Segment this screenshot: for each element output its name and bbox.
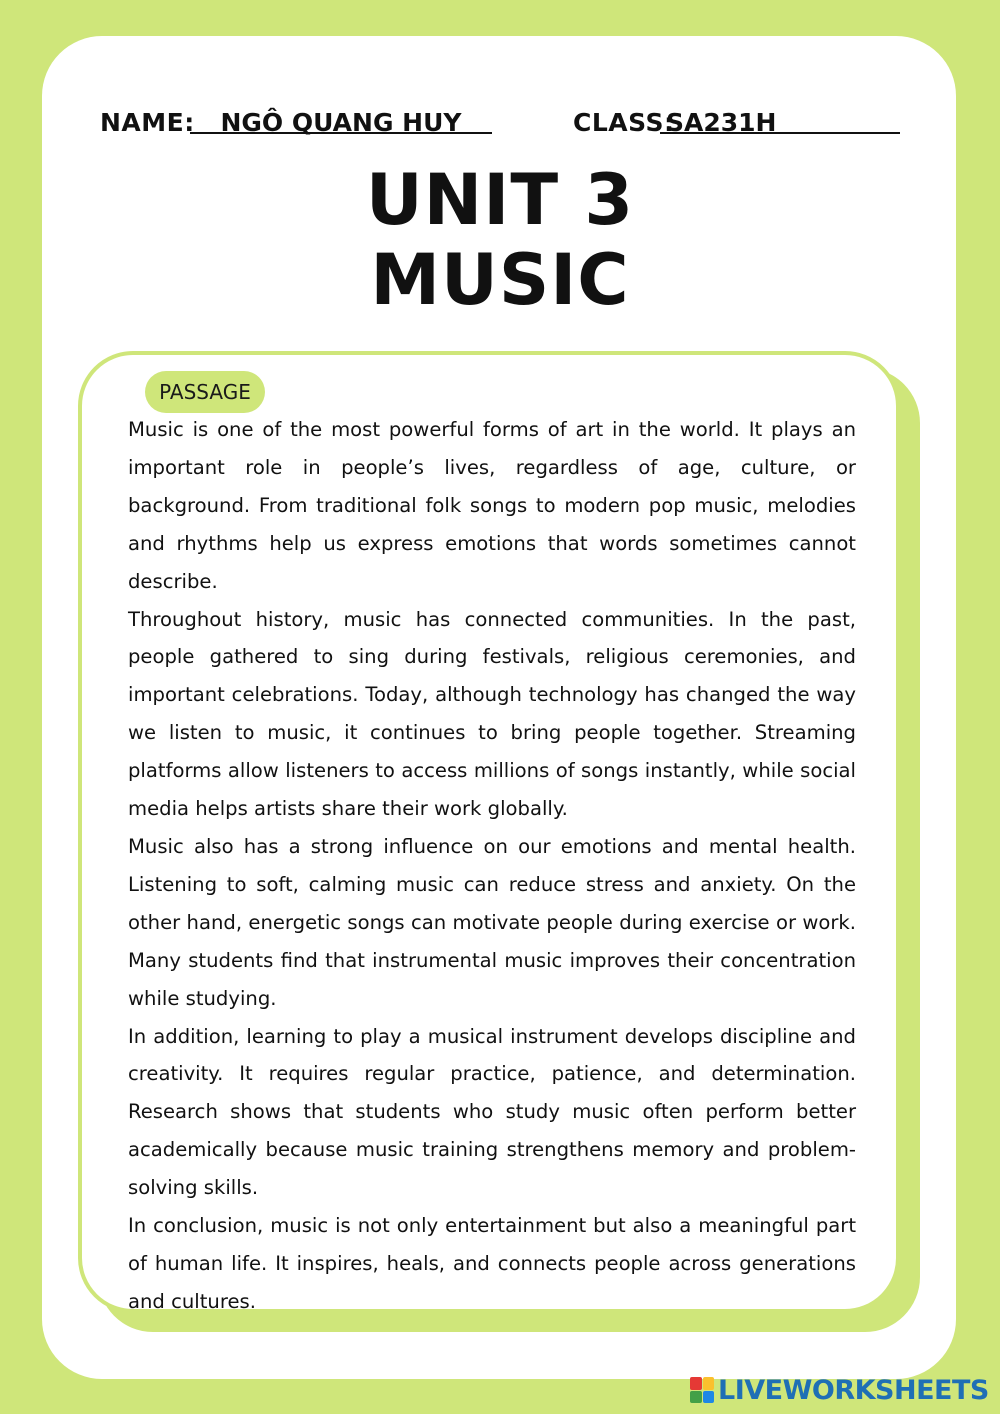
passage-paragraph: Throughout history, music has connected communities. In the past, people gathered to sing during festivals, religious ceremonies, and important celebrations. Today, although technology has changed the way we listen to music, it continues to bring people together. Streaming platforms allow listeners to access millions of songs instantly, while social media helps artists share their work globally. bbox=[128, 607, 856, 821]
passage-text bbox=[128, 411, 856, 1321]
passage-paragraph: Music also has a strong influence on our emotions and mental health. Listening to soft, calming music can reduce stress and anxiety. On the other hand, energetic songs can motivate people during exercise or work. Many students find that instrumental music improves their concentration while studying. bbox=[128, 834, 856, 1010]
liveworksheets-brand[interactable] bbox=[690, 1372, 989, 1408]
title-topic: MUSIC bbox=[370, 239, 630, 321]
class-label: CLASS: bbox=[573, 108, 675, 137]
title-unit: UNIT 3 bbox=[365, 159, 635, 241]
liveworksheets-logo-icon bbox=[690, 1377, 714, 1403]
passage-paragraph: In addition, learning to play a musical instrument develops discipline and creativity. It requires regular practice, patience, and determination. Research shows that students who study music often perform better academically because music training strengthens memory and problem-solving skills. bbox=[128, 1024, 856, 1200]
passage-badge: PASSAGE bbox=[145, 371, 265, 413]
name-value: NGÔ QUANG HUY bbox=[220, 108, 462, 137]
page-title bbox=[0, 160, 1000, 320]
passage-paragraph: Music is one of the most powerful forms of art in the world. It plays an important role in people’s lives, regardless of age, culture, or background. From traditional folk songs to modern pop music, melodies and rhythms help us express emotions that words sometimes cannot describe. bbox=[128, 418, 856, 593]
passage-paragraph: In conclusion, music is not only entertainment but also a meaningful part of human life. It inspires, heals, and connects people across generations and cultures. bbox=[128, 1214, 856, 1313]
student-info-header bbox=[100, 108, 900, 140]
name-label: NAME: bbox=[100, 108, 195, 137]
brand-wordmark: LIVEWORKSHEETS bbox=[718, 1374, 989, 1406]
class-value: SA231H bbox=[666, 108, 777, 137]
